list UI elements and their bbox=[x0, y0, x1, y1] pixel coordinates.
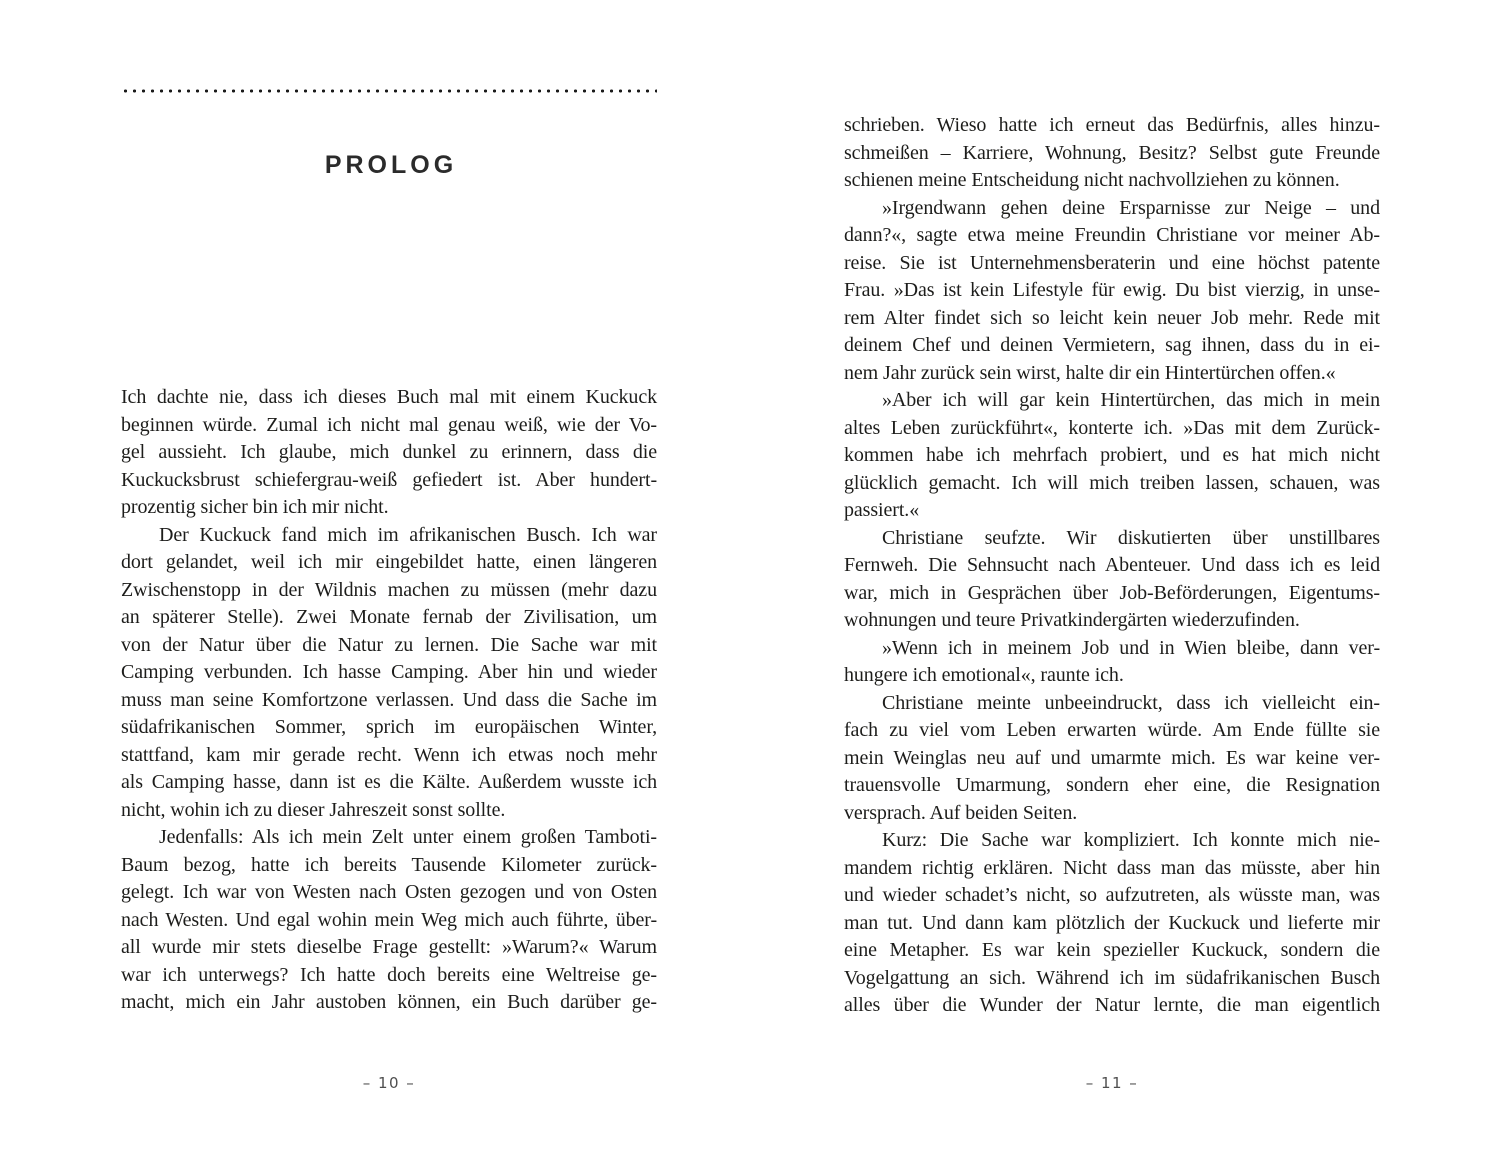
text-line: all wurde mir stets dieselbe Frage gestellt: »Warum?« Warum bbox=[121, 936, 657, 958]
text-line: nach Westen. Und egal wohin mein Weg mich auch führte, über- bbox=[121, 908, 657, 931]
text-line: Camping verbunden. Ich hasse Camping. Aber hin und wieder bbox=[121, 661, 657, 683]
text-line: stattfand, kam mir gerade recht. Wenn ich etwas noch mehr bbox=[121, 743, 657, 766]
text-line: und wieder schadet’s nicht, so aufzutreten, als wüsste man, was bbox=[844, 884, 1380, 906]
text-line: mandem richtig erklären. Nicht dass man das müsste, aber hin bbox=[844, 856, 1380, 879]
text-line: von der Natur über die Natur zu lernen. Die Sache war mit bbox=[121, 633, 657, 656]
text-line: Baum bezog, hatte ich bereits Tausende Kilometer zurück- bbox=[121, 853, 657, 876]
text-line: nem Jahr zurück sein wirst, halte dir ein Hintertürchen offen.« bbox=[844, 361, 1336, 384]
chapter-heading: PROLOG bbox=[324, 151, 458, 179]
text-line: versprach. Auf beiden Seiten. bbox=[844, 801, 1078, 824]
body-text-left bbox=[121, 384, 657, 1017]
text-line: fach zu viel vom Leben erwarten würde. Am Ende füllte sie bbox=[844, 719, 1380, 741]
text-line: man tut. Und dann kam plötzlich der Kuckuck und lieferte mir bbox=[844, 911, 1380, 934]
text-line: als Camping hasse, dann ist es die Kälte. Außerdem wusste ich bbox=[121, 771, 657, 793]
text-line: alles über die Wunder der Natur lernte, die man eigentlich bbox=[844, 994, 1380, 1016]
text-line: Jedenfalls: Als ich mein Zelt unter einem großen Tamboti- bbox=[159, 826, 657, 848]
text-line: war, mich in Gesprächen über Job-Beförderungen, Eigentums- bbox=[844, 581, 1380, 604]
page-number-right: – 11 – bbox=[1085, 1074, 1139, 1092]
text-line: südafrikanischen Sommer, sprich im europäischen Winter, bbox=[121, 716, 657, 738]
text-line: Frau. »Das ist kein Lifestyle für ewig. Du bist vierzig, in unse- bbox=[844, 279, 1380, 301]
text-line: Christiane seufzte. Wir diskutierten über unstillbares bbox=[882, 526, 1380, 549]
text-line: war ich unterwegs? Ich hatte doch bereits eine Weltreise ge- bbox=[121, 963, 657, 986]
text-line: reise. Sie ist Unternehmensberaterin und eine höchst patente bbox=[844, 251, 1380, 274]
text-line: gel aussieht. Ich glaube, mich dunkel zu erinnern, dass die bbox=[121, 441, 657, 463]
text-line: »Irgendwann gehen deine Ersparnisse zur Neige – und bbox=[882, 196, 1380, 219]
text-line: »Aber ich will gar kein Hintertürchen, das mich in mein bbox=[882, 389, 1380, 411]
text-line: Christiane meinte unbeeindruckt, dass ich vielleicht ein- bbox=[882, 691, 1380, 714]
page-number-left: – 10 – bbox=[362, 1074, 416, 1092]
text-line: kommen habe ich mehrfach probiert, und es hat mich nicht bbox=[844, 444, 1380, 466]
text-line: dann?«, sagte etwa meine Freundin Christiane vor meiner Ab- bbox=[844, 224, 1380, 246]
text-line: glücklich gemacht. Ich will mich treiben lassen, schauen, was bbox=[844, 471, 1380, 494]
body-text-right bbox=[844, 112, 1380, 1020]
text-line: dort gelandet, weil ich mir eingebildet hatte, einen längeren bbox=[121, 551, 657, 573]
page-right bbox=[844, 0, 1380, 1167]
text-line: wohnungen und teure Privatkindergärten wiederzufinden. bbox=[844, 609, 1300, 631]
text-line: muss man seine Komfortzone verlassen. Und dass die Sache im bbox=[121, 688, 657, 711]
text-line: eine Metapher. Es war kein spezieller Kuckuck, sondern die bbox=[844, 939, 1380, 961]
text-line: schmeißen – Karriere, Wohnung, Besitz? Selbst gute Freunde bbox=[844, 141, 1380, 164]
text-line: Zwischenstopp in der Wildnis machen zu müssen (mehr dazu bbox=[121, 578, 657, 601]
text-line: Kurz: Die Sache war kompliziert. Ich konnte mich nie- bbox=[882, 829, 1380, 851]
text-line: prozentig sicher bin ich mir nicht. bbox=[121, 496, 389, 518]
text-line: hungere ich emotional«, raunte ich. bbox=[844, 664, 1124, 686]
page-left bbox=[121, 0, 657, 1167]
text-line: macht, mich ein Jahr austoben können, ein Buch darüber ge- bbox=[121, 991, 657, 1013]
text-line: altes Leben zurückführt«, konterte ich. »Das mit dem Zurück- bbox=[844, 416, 1380, 439]
text-line: deinem Chef und deinen Vermietern, sag ihnen, dass du in ei- bbox=[844, 334, 1380, 356]
dotted-rule-ornament bbox=[121, 89, 657, 93]
text-line: »Wenn ich in meinem Job und in Wien bleibe, dann ver- bbox=[882, 636, 1380, 659]
text-line: rem Alter findet sich so leicht kein neuer Job mehr. Rede mit bbox=[844, 306, 1380, 329]
text-line: passiert.« bbox=[844, 499, 920, 521]
text-line: trauensvolle Umarmung, sondern eher eine, die Resignation bbox=[844, 774, 1380, 796]
text-line: Fernweh. Die Sehnsucht nach Abenteuer. Und dass ich es leid bbox=[844, 554, 1380, 576]
text-line: beginnen würde. Zumal ich nicht mal genau weiß, wie der Vo- bbox=[121, 413, 657, 436]
text-line: Vogelgattung an sich. Während ich im südafrikanischen Busch bbox=[844, 966, 1380, 989]
text-line: an späterer Stelle). Zwei Monate fernab der Zivilisation, um bbox=[121, 606, 657, 628]
text-line: schienen meine Entscheidung nicht nachvollziehen zu können. bbox=[844, 169, 1340, 191]
text-line: Kuckucksbrust schiefergrau-weiß gefiedert ist. Aber hundert- bbox=[121, 468, 657, 491]
text-line: mein Weinglas neu auf und umarmte mich. Es war keine ver- bbox=[844, 746, 1380, 769]
text-line: gelegt. Ich war von Westen nach Osten gezogen und von Osten bbox=[121, 881, 657, 903]
text-line: nicht, wohin ich zu dieser Jahreszeit sonst sollte. bbox=[121, 798, 506, 821]
text-line: Der Kuckuck fand mich im afrikanischen Busch. Ich war bbox=[159, 523, 657, 546]
text-line: Ich dachte nie, dass ich dieses Buch mal mit einem Kuckuck bbox=[121, 386, 657, 408]
text-line: schrieben. Wieso hatte ich erneut das Bedürfnis, alles hinzu- bbox=[844, 114, 1380, 136]
